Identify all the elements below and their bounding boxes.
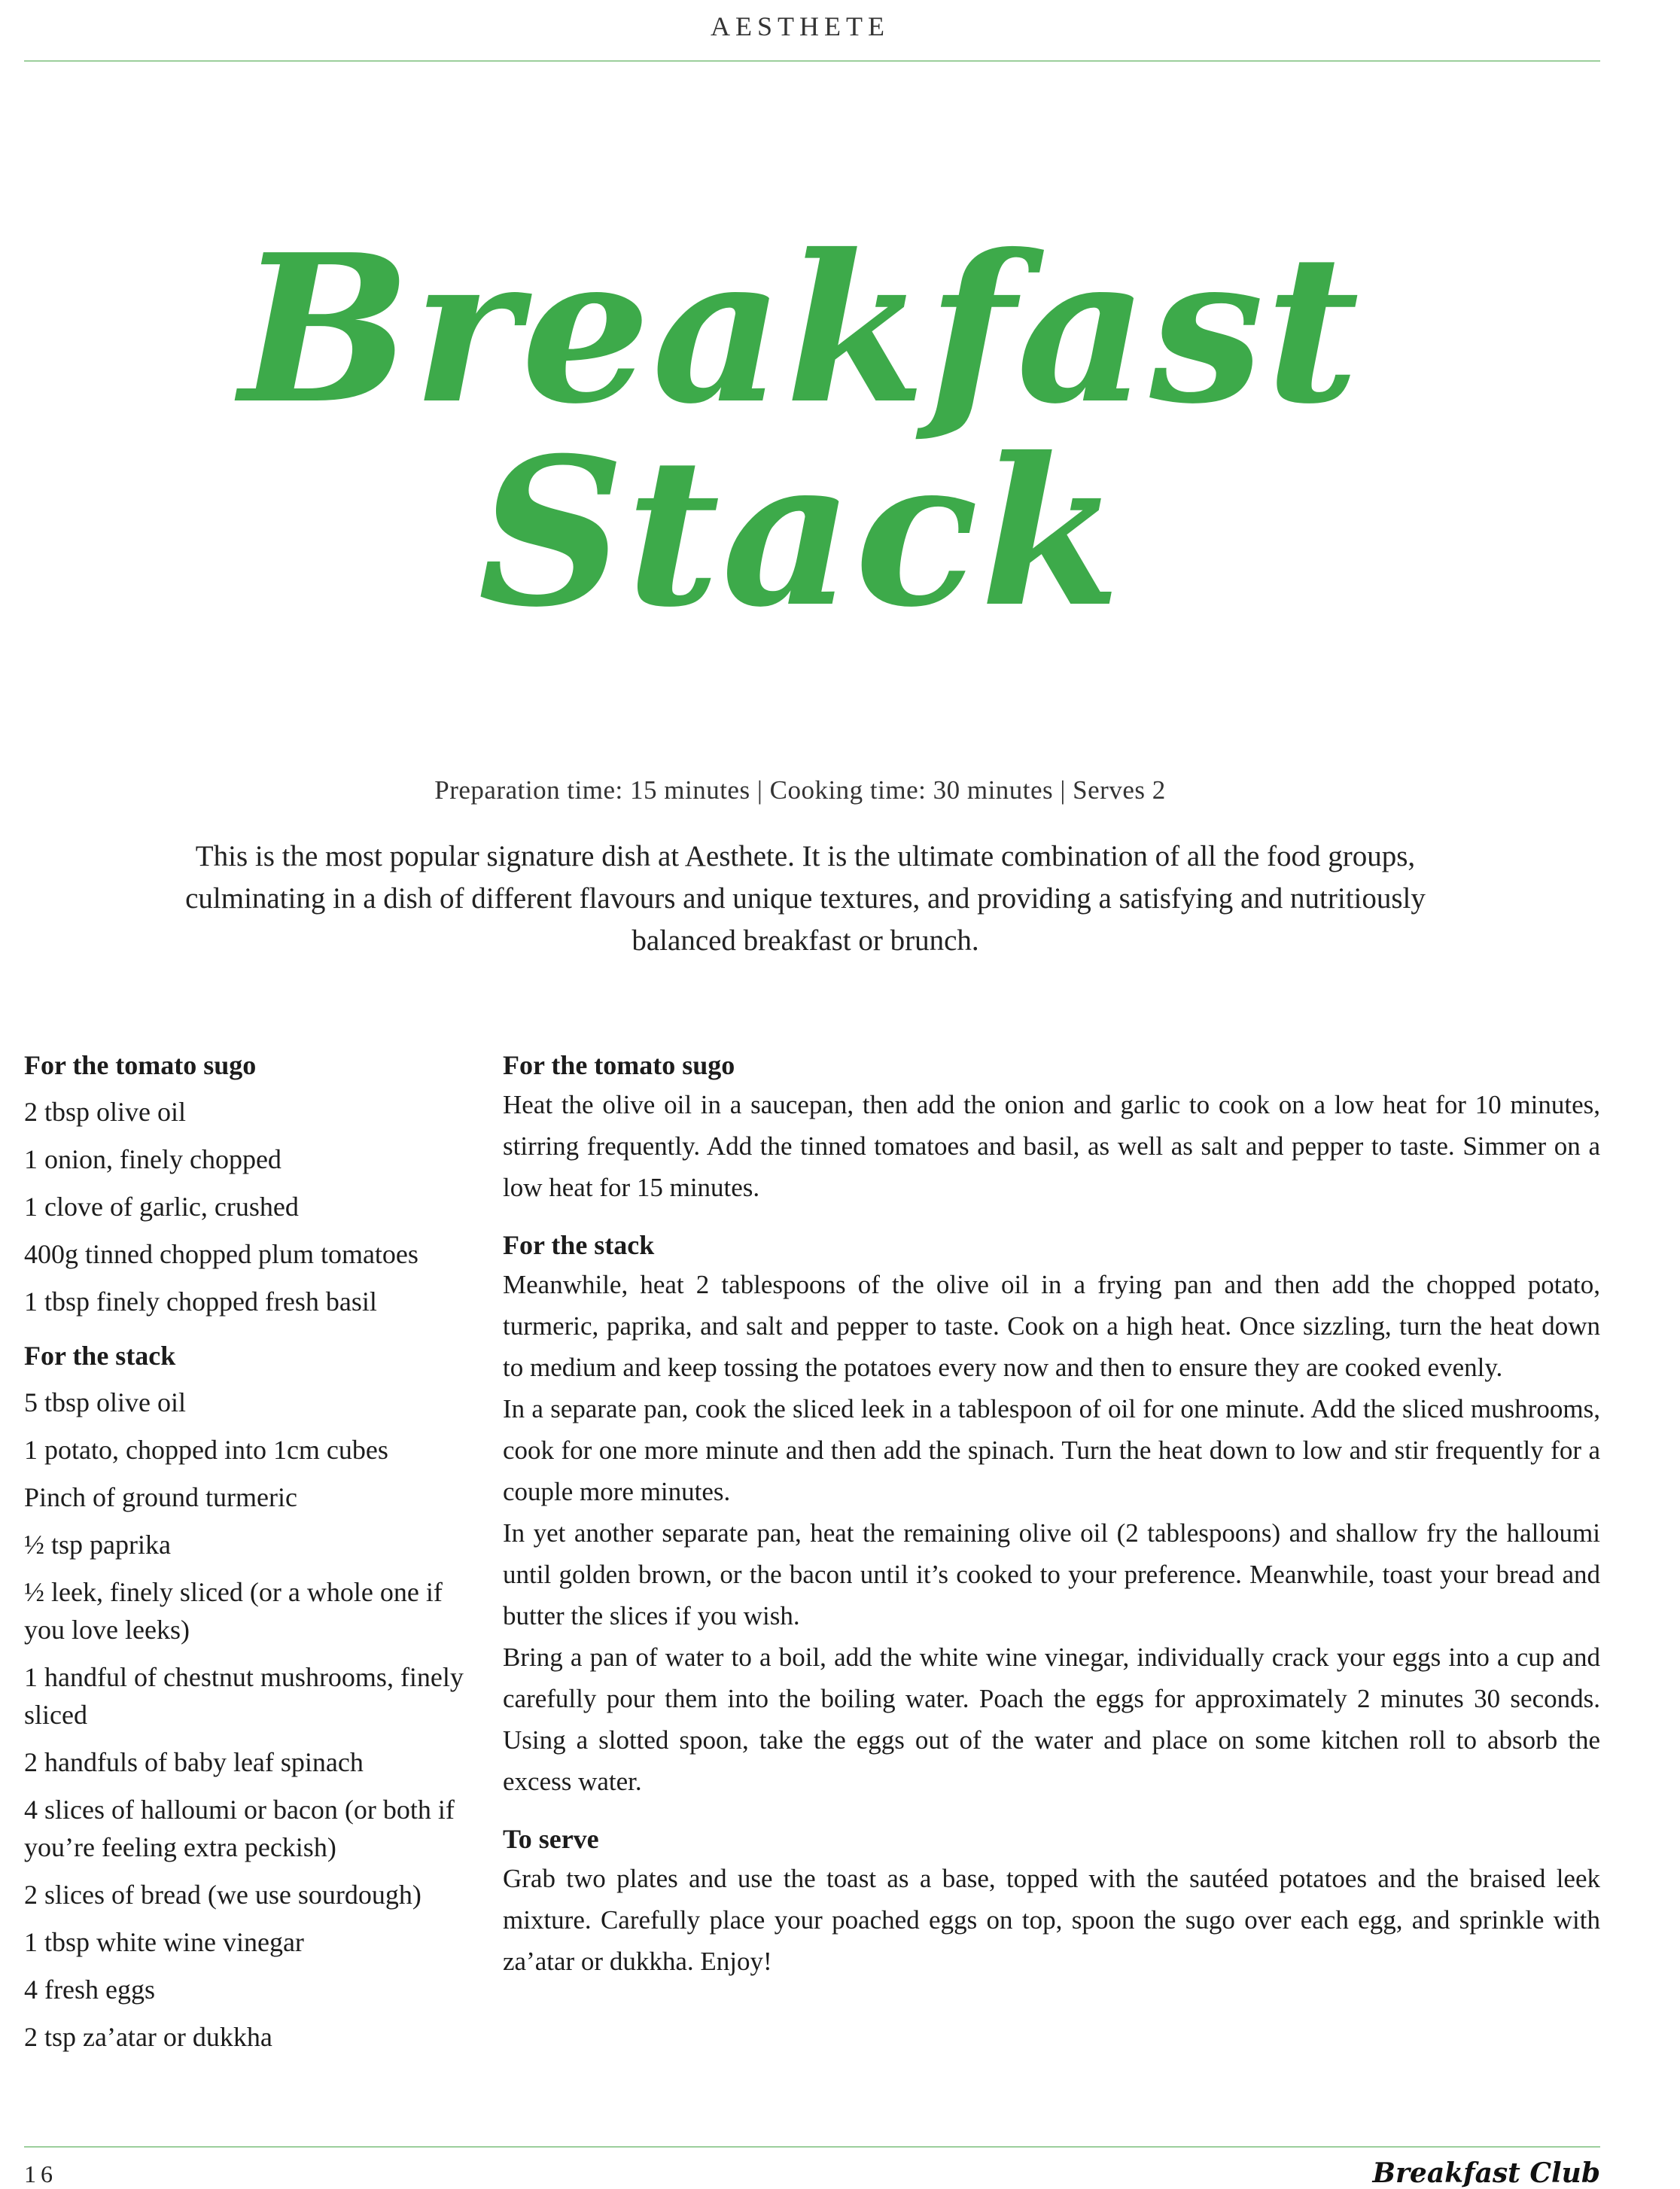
footer-brand: Breakfast Club [1372, 2157, 1600, 2189]
ingredient-item: 4 slices of halloumi or bacon (or both if you’re feeling extra peckish) [24, 1795, 455, 1862]
page-number: 16 [24, 2160, 57, 2187]
method-paragraph: Grab two plates and use the toast as a base, topped with the sautéed potatoes and the braised leek mixture. Carefully place your poached eggs on top, spoon the sugo over each egg, and sprinkle with za’atar or dukkha. Enjoy! [503, 1864, 1600, 1976]
recipe-meta: Preparation time: 15 minutes | Cooking time: 30 minutes | Serves 2 [434, 775, 1166, 805]
ingredient-item: Pinch of ground turmeric [24, 1482, 297, 1512]
masthead: AESTHETE [711, 11, 890, 41]
ingredient-item: 1 clove of garlic, crushed [24, 1192, 299, 1222]
ingredient-item: 4 fresh eggs [24, 1974, 155, 2005]
ingredients-heading-stack: For the stack [24, 1341, 176, 1371]
header-rule [24, 60, 1600, 62]
ingredient-item: 2 slices of bread (we use sourdough) [24, 1880, 422, 1910]
ingredients-heading-sugo: For the tomato sugo [24, 1050, 257, 1080]
ingredient-item: 400g tinned chopped plum tomatoes [24, 1239, 418, 1269]
ingredient-item: 1 onion, finely chopped [24, 1144, 282, 1174]
ingredient-item: 2 tsp za’atar or dukkha [24, 2022, 272, 2052]
ingredient-item: 2 tbsp olive oil [24, 1097, 186, 1127]
method-heading-stack: For the stack [503, 1230, 655, 1260]
method-section-serve [503, 1820, 1600, 1982]
method-column [503, 1046, 1600, 2000]
footer-rule [24, 2146, 1600, 2148]
ingredient-item: ½ tsp paprika [24, 1530, 171, 1560]
ingredient-item: 1 tbsp finely chopped fresh basil [24, 1286, 377, 1317]
method-paragraph: Bring a pan of water to a boil, add the white wine vinegar, individually crack your eggs into a cup and carefully pour them into the boiling water. Poach the eggs for approximately 2 minutes 30 seconds. Using a slotted spoon, take the eggs out of the water and place on some kitchen roll to absorb the excess water. [503, 1643, 1600, 1796]
method-section-sugo [503, 1046, 1600, 1208]
recipe-title-line-1: Breakfast [239, 209, 1362, 449]
method-heading-sugo: For the tomato sugo [503, 1050, 735, 1080]
method-paragraph: Meanwhile, heat 2 tablespoons of the olive oil in a frying pan and then add the chopped potato, turmeric, paprika, and salt and pepper to taste. Cook on a high heat. Once sizzling, turn the heat down to medium and keep tossing the potatoes every now and then to ensure they are cooked evenly. [503, 1270, 1600, 1382]
method-section-stack [503, 1226, 1600, 1802]
method-paragraph: In a separate pan, cook the sliced leek in a tablespoon of oil for one minute. Add the sliced mushrooms, cook for one more minute and then add the spinach. Turn the heat down to low and stir frequently for a couple more minutes. [503, 1394, 1600, 1506]
method-paragraph: Heat the olive oil in a saucepan, then add the onion and garlic to cook on a low heat for 10 minutes, stirring frequently. Add the tinned tomatoes and basil, as well as salt and pepper to taste. Simmer on a low heat for 15 minutes. [503, 1090, 1600, 1202]
recipe-title-line-2: Stack [477, 413, 1123, 652]
method-paragraph: In yet another separate pan, heat the remaining olive oil (2 tablespoons) and shallow fry the halloumi until golden brown, or the bacon until it’s cooked to your preference. Meanwhile, toast your bread and butter the slices if you wish. [503, 1518, 1600, 1630]
ingredient-item: 2 handfuls of baby leaf spinach [24, 1747, 364, 1777]
ingredients-column [24, 1046, 483, 2066]
ingredient-item: 5 tbsp olive oil [24, 1387, 186, 1417]
ingredient-item: ½ leek, finely sliced (or a whole one if you love leeks) [24, 1577, 443, 1645]
ingredient-item: 1 handful of chestnut mushrooms, finely sliced [24, 1662, 464, 1730]
ingredient-item: 1 tbsp white wine vinegar [24, 1927, 304, 1957]
ingredient-item: 1 potato, chopped into 1cm cubes [24, 1435, 388, 1465]
recipe-intro: This is the most popular signature dish at Aesthete. It is the ultimate combination of all the food groups, culminating in a dish of different flavours and unique textures, and providing a satisfying and nutritiously balanced breakfast or brunch. [185, 840, 1426, 957]
method-heading-serve: To serve [503, 1824, 599, 1854]
